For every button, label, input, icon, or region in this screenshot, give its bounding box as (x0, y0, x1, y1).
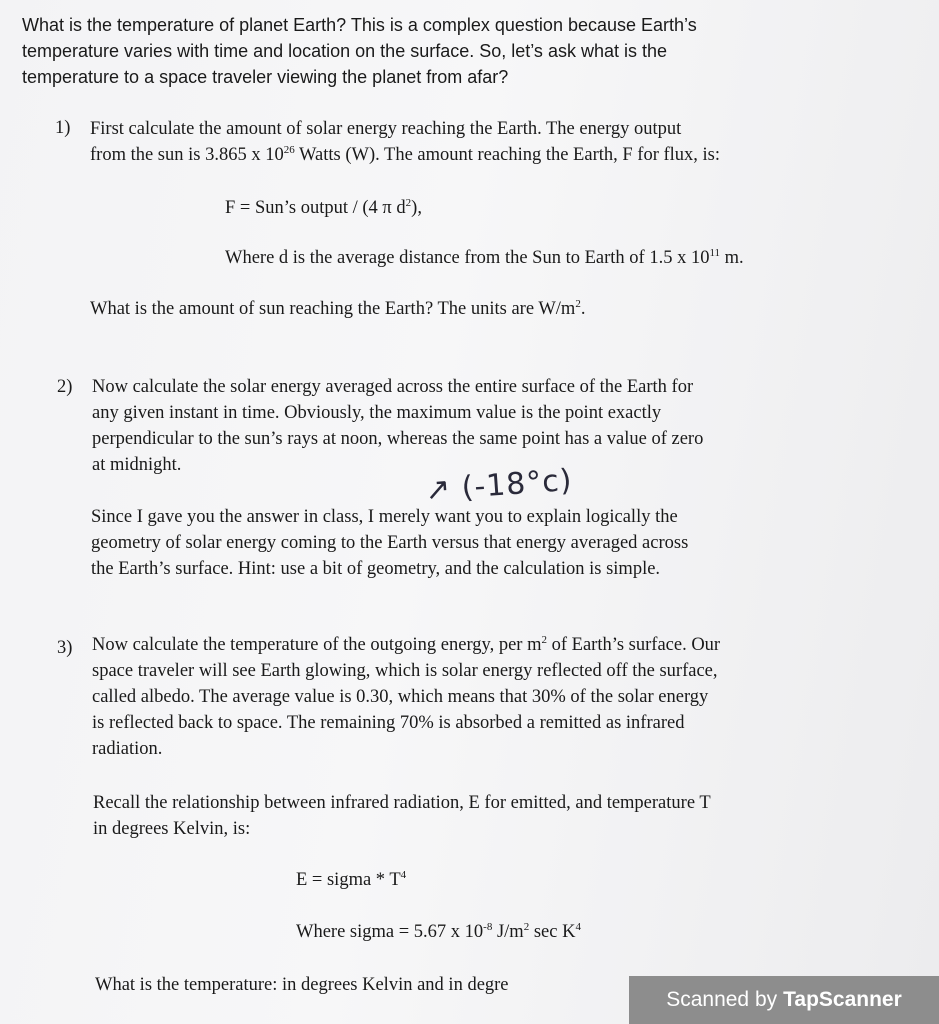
q2-line: the Earth’s surface. Hint: use a bit of geometry, and the calculation is simple. (91, 559, 661, 579)
q3-line: in degrees Kelvin, is: (93, 819, 251, 839)
q2-line: Now calculate the solar energy averaged across the entire surface of the Earth for (92, 377, 694, 397)
q2-line: perpendicular to the sun’s rays at noon, whereas the same point has a value of zero (92, 429, 704, 449)
q2-line: Since I gave you the answer in class, I merely want you to explain logically the (91, 507, 678, 527)
q1-distance-note: Where d is the average distance from the Sun to Earth of 1.5 x $10^{11}$ m. (225, 247, 744, 268)
scanner-watermark (629, 976, 939, 1024)
q3-number: 3) (57, 638, 73, 658)
q1-question: What is the amount of sun reaching the Earth? The units are $W/m^2$. (90, 298, 586, 319)
q3-stefan-boltzmann-equation: E = sigma * $T^4$ (296, 869, 407, 890)
q2-number: 2) (57, 377, 73, 397)
handwritten-annotation: ↗ (-18°c) (423, 462, 574, 509)
intro-line: temperature varies with time and location on the surface. So, let’s ask what is the (22, 41, 667, 61)
q2-line: geometry of solar energy coming to the Earth versus that energy averaged across (91, 533, 689, 553)
q2-line: at midnight. (92, 455, 182, 475)
q3-line: radiation. (92, 739, 163, 759)
intro-line: What is the temperature of planet Earth? This is a complex question because Earth’s (22, 15, 697, 35)
q3-line: called albedo. The average value is 0.30, which means that 30% of the solar energy (92, 687, 709, 707)
q1-flux-formula: F = Sun’s output / (4 π $d^2$), (225, 197, 422, 218)
q3-line: is reflected back to space. The remaining 70% is absorbed a remitted as infrared (92, 713, 685, 733)
q2-explanation (91, 504, 688, 582)
q3-line: Recall the relationship between infrared radiation, E for emitted, and temperature T (93, 793, 711, 813)
watermark-brand: TapScanner (783, 988, 902, 1011)
q1-number: 1) (55, 118, 71, 138)
q3-final-question: What is the temperature: in degrees Kelvin and in degre (95, 975, 509, 995)
watermark-prefix: Scanned by (666, 988, 778, 1011)
q3-line: Now calculate the temperature of the outgoing energy, per $m^2$ of Earth’s surface. Our (92, 634, 721, 655)
intro-paragraph (22, 12, 697, 90)
intro-line: temperature to a space traveler viewing the planet from afar? (22, 67, 509, 87)
q3-recall (93, 790, 711, 842)
q1-line: First calculate the amount of solar energy reaching the Earth. The energy output (90, 119, 682, 139)
q3-line: space traveler will see Earth glowing, which is solar energy reflected off the surface, (92, 661, 718, 681)
q2-line: any given instant in time. Obviously, the maximum value is the point exactly (92, 403, 662, 423)
q1-line: from the sun is 3.865 x $10^{26}$ Watts (W). The amount reaching the Earth, F for flux, is: (90, 144, 721, 165)
q3-sigma-value: Where sigma = 5.67 x $10^{-8}$ $J/m^2$ $\sec K^4$ (296, 921, 581, 942)
q1-body (90, 116, 720, 168)
q3-body (92, 632, 720, 762)
q2-body (92, 374, 703, 478)
